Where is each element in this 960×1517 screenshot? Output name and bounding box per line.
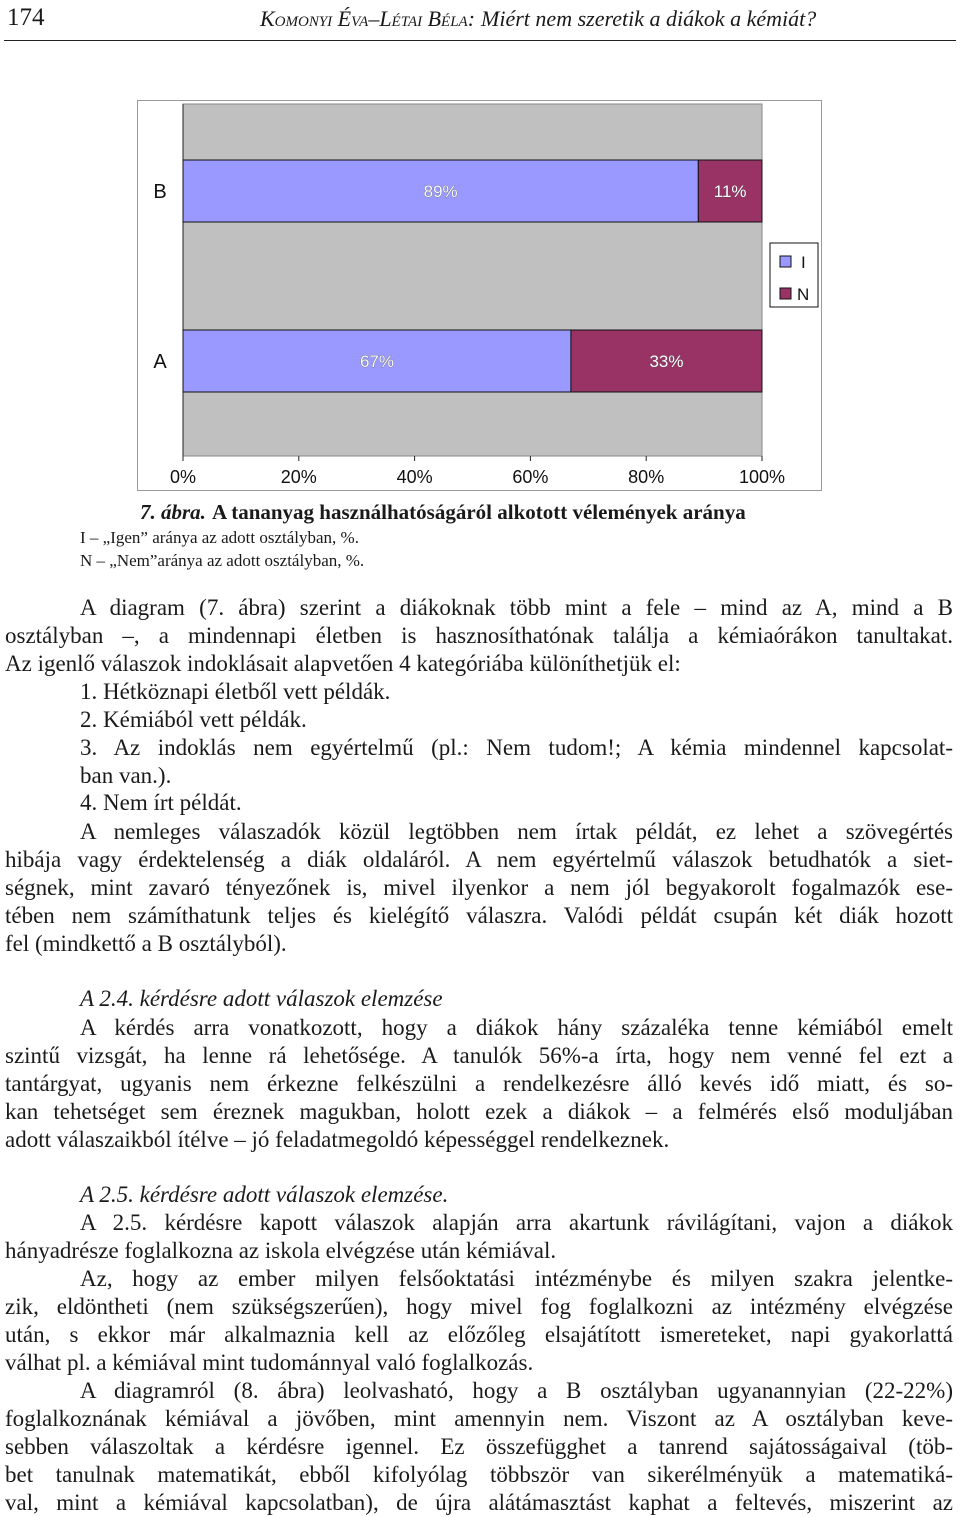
paragraph-line: tantárgyat, ugyanis nem érkezne felkészülni a rendelkezésre álló kevés idő miatt, és so- [5, 1071, 953, 1096]
paragraph-line: kan tehetséget sem éreznek magukban, holott ezek a diákok – a felmérés első moduljában [5, 1099, 953, 1124]
paragraph-line: válhat pl. a kémiával mint tudománnyal való foglalkozás. [5, 1350, 534, 1375]
data-label: 33% [649, 352, 684, 371]
running-title [260, 5, 816, 33]
paragraph-line: A kérdés arra vonatkozott, hogy a diákok hány százaléka tenne kémiából emelt [80, 1015, 953, 1040]
legend [770, 243, 818, 307]
legend-label-i: I [801, 253, 806, 272]
legend-box [770, 243, 818, 307]
figure-label: 7. ábra. [140, 500, 206, 524]
figure-note: I – „Igen” aránya az adott osztályban, %. [80, 528, 359, 547]
running-title-authors: Komonyi Éva–Létai Béla: [260, 6, 476, 31]
data-label: 89% [423, 182, 458, 201]
paragraph-line: A 2.5. kérdésre kapott válaszok alapján arra akartunk rávilágítani, vajon a diákok [80, 1210, 953, 1235]
figure-title: A tananyag használhatóságáról alkotott vélemények aránya [211, 500, 746, 524]
paragraph-line: után, s ekkor már alkalmaznia kell az előzőleg elsajátított ismereteket, napi gyakorlattá [5, 1322, 953, 1347]
plot-area [183, 104, 762, 456]
paragraph-line: val, mint a kémiával kapcsolatban), de újra alátámasztást kaphat a feltevés, miszerint az [5, 1490, 953, 1515]
section-heading: A 2.5. kérdésre adott válaszok elemzése. [80, 1182, 449, 1207]
data-label: 67% [359, 352, 394, 371]
paragraph-line: A diagram (7. ábra) szerint a diákoknak több mint a fele – mind az A, mind a B [80, 595, 953, 620]
list-item: 3. Az indoklás nem egyértelmű (pl.: Nem tudom!; A kémia mindennel kapcsolat- [80, 735, 953, 760]
paragraph-line: osztályban –, a mindennapi életben is hasznosíthatónak találja a kémiaórákon tanultakat. [5, 623, 953, 648]
section-heading: A 2.4. kérdésre adott válaszok elemzése [80, 986, 443, 1011]
paragraph-line: A diagramról (8. ábra) leolvasható, hogy a B osztályban ugyanannyian (22-22%) [80, 1378, 953, 1403]
legend-label-n: N [797, 285, 810, 304]
paragraph-line: adott válaszaikból ítélve – jó feladatmegoldó képességgel rendelkeznek. [5, 1127, 670, 1152]
list-item: 4. Nem írt példát. [80, 790, 242, 815]
paragraph-line: fel (mindkettő a B osztályból). [5, 931, 287, 956]
paragraph-line: Az, hogy az ember milyen felsőoktatási intézménybe és milyen szakra jelentke- [80, 1266, 953, 1291]
paragraph-line: zik, eldöntheti (nem szükségszerűen), hogy mivel fog foglalkozni az intézmény elvégzése [5, 1294, 953, 1319]
paragraph-line: hibája vagy érdektelenség a diák oldaláról. A nem egyértelmű válaszok betudhatók a siet- [5, 847, 953, 872]
data-label: 11% [713, 182, 747, 201]
list-item-continuation: ban van.). [80, 763, 172, 788]
paragraph-line: bet tanulnak matematikát, ebből kifolyólag többször van sikerélményük a matematiká- [5, 1462, 953, 1487]
header-rule [4, 40, 956, 41]
paragraph-line: tében nem számíthatunk teljes és kielégítő válaszra. Valódi példát csupán két diák hozott [5, 903, 953, 928]
category-label: A [153, 351, 167, 373]
x-tick-label: 20% [280, 467, 317, 487]
x-tick-label: 40% [396, 467, 433, 487]
paragraph-line: foglalkoznának kémiával a jövőben, mint amennyin nem. Viszont az A osztályban keve- [5, 1406, 953, 1431]
x-tick-label: 100% [738, 467, 786, 487]
legend-swatch-i [780, 256, 791, 267]
running-title-text: Miért nem szeretik a diákok a kémiát? [481, 6, 817, 31]
figure-note: N – „Nem”aránya az adott osztályban, %. [80, 551, 365, 570]
paragraph-line: Az igenlő válaszok indoklásait alapvetően 4 kategóriába különíthetjük el: [5, 651, 681, 676]
x-tick-label: 0% [169, 467, 197, 487]
legend-swatch-n [780, 288, 791, 299]
paragraph-line: hányadrésze foglalkozna az iskola elvégzése után kémiával. [5, 1238, 557, 1263]
x-tick-label: 80% [628, 467, 665, 487]
chart-svg [137, 100, 822, 491]
paragraph-line: A nemleges válaszadók közül legtöbben nem írtak példát, ez lehet a szövegértés [80, 819, 953, 844]
list-item: 1. Hétköznapi életből vett példák. [80, 679, 391, 704]
paragraph-line: szintű vizsgát, ha lenne rá lehetősége. A tanulók 56%-a írta, hogy nem venné fel ezt a [5, 1043, 953, 1068]
figure-caption [140, 500, 746, 524]
category-label: B [153, 181, 167, 203]
page-number: 174 [7, 4, 45, 31]
list-item: 2. Kémiából vett példák. [80, 707, 307, 732]
paragraph-line: ségnek, mint zavaró tényezőnek is, mivel ilyenkor a nem jól begyakorolt fogalmazók ese- [5, 875, 953, 900]
x-tick-label: 60% [512, 467, 549, 487]
paragraph-line: sebben válaszoltak a kérdésre igennel. Ez összefügghet a tanrend sajátosságaival (töb- [5, 1434, 953, 1459]
